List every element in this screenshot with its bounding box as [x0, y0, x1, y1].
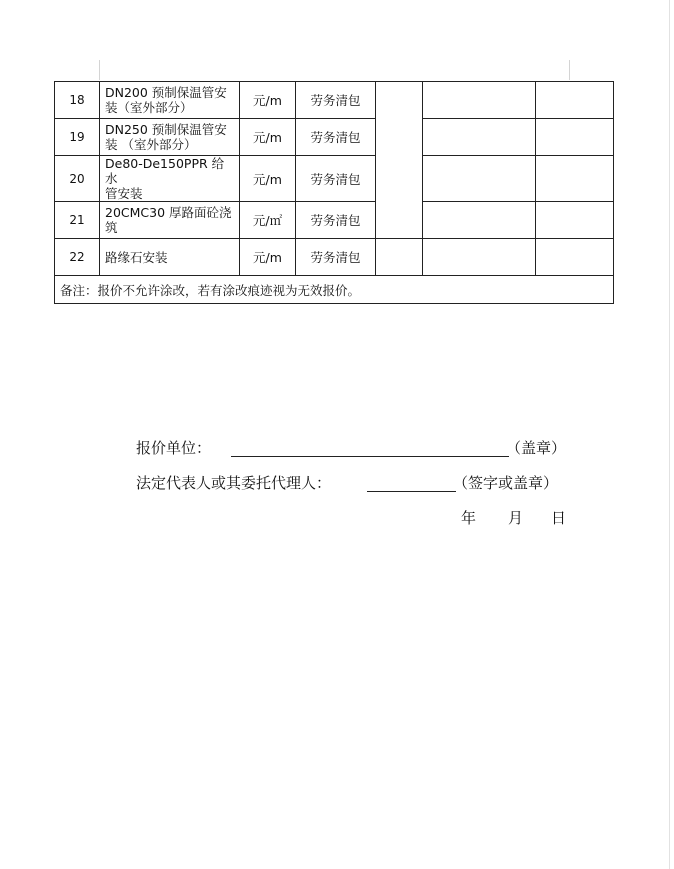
item-name: De80-De150PPR 给水 管安装	[100, 156, 240, 202]
item-unit: 元/㎡	[240, 202, 296, 239]
representative-suffix: （签字或盖章）	[453, 474, 559, 492]
contract-mode: 劳务清包	[296, 156, 376, 202]
item-unit: 元/m	[240, 156, 296, 202]
blank-cell	[423, 156, 536, 202]
item-unit: 元/m	[240, 82, 296, 119]
blank-cell	[423, 239, 536, 276]
table-note: 备注：报价不允许涂改，若有涂改痕迹视为无效报价。	[55, 276, 614, 304]
row-number: 21	[55, 202, 100, 239]
blank-cell	[376, 239, 423, 276]
blank-cell	[536, 119, 614, 156]
item-unit: 元/m	[240, 119, 296, 156]
item-unit: 元/m	[240, 239, 296, 276]
blank-cell	[536, 202, 614, 239]
quote-unit-label: 报价单位：	[136, 439, 212, 457]
contract-mode: 劳务清包	[296, 239, 376, 276]
margin-mark-right	[569, 60, 570, 80]
row-number: 19	[55, 119, 100, 156]
representative-label: 法定代表人或其委托代理人：	[136, 474, 332, 492]
item-name: 20CMC30 厚路面砼浇 筑	[100, 202, 240, 239]
contract-mode: 劳务清包	[296, 82, 376, 119]
blank-cell	[536, 156, 614, 202]
table-row	[55, 119, 614, 156]
quote-unit-suffix: （盖章）	[506, 439, 567, 457]
blank-cell	[536, 239, 614, 276]
item-name: 路缘石安装	[100, 239, 240, 276]
contract-mode: 劳务清包	[296, 119, 376, 156]
merged-blank-cell	[376, 82, 423, 239]
row-number: 18	[55, 82, 100, 119]
quote-table	[54, 81, 614, 304]
table-row	[55, 82, 614, 119]
contract-mode: 劳务清包	[296, 202, 376, 239]
margin-mark-left	[99, 60, 100, 80]
representative-line[interactable]	[367, 491, 456, 492]
date-day: 日	[551, 509, 567, 527]
quote-unit-line[interactable]	[231, 456, 509, 457]
row-number: 22	[55, 239, 100, 276]
blank-cell	[423, 202, 536, 239]
page-edge	[669, 0, 670, 869]
date-month: 月	[508, 509, 524, 527]
row-number: 20	[55, 156, 100, 202]
table-row	[55, 202, 614, 239]
table-row	[55, 156, 614, 202]
blank-cell	[423, 82, 536, 119]
date-year: 年	[461, 509, 477, 527]
item-name: DN250 预制保温管安 装 （室外部分）	[100, 119, 240, 156]
blank-cell	[536, 82, 614, 119]
item-name: DN200 预制保温管安 装（室外部分）	[100, 82, 240, 119]
note-row	[55, 276, 614, 304]
table-row	[55, 239, 614, 276]
blank-cell	[423, 119, 536, 156]
